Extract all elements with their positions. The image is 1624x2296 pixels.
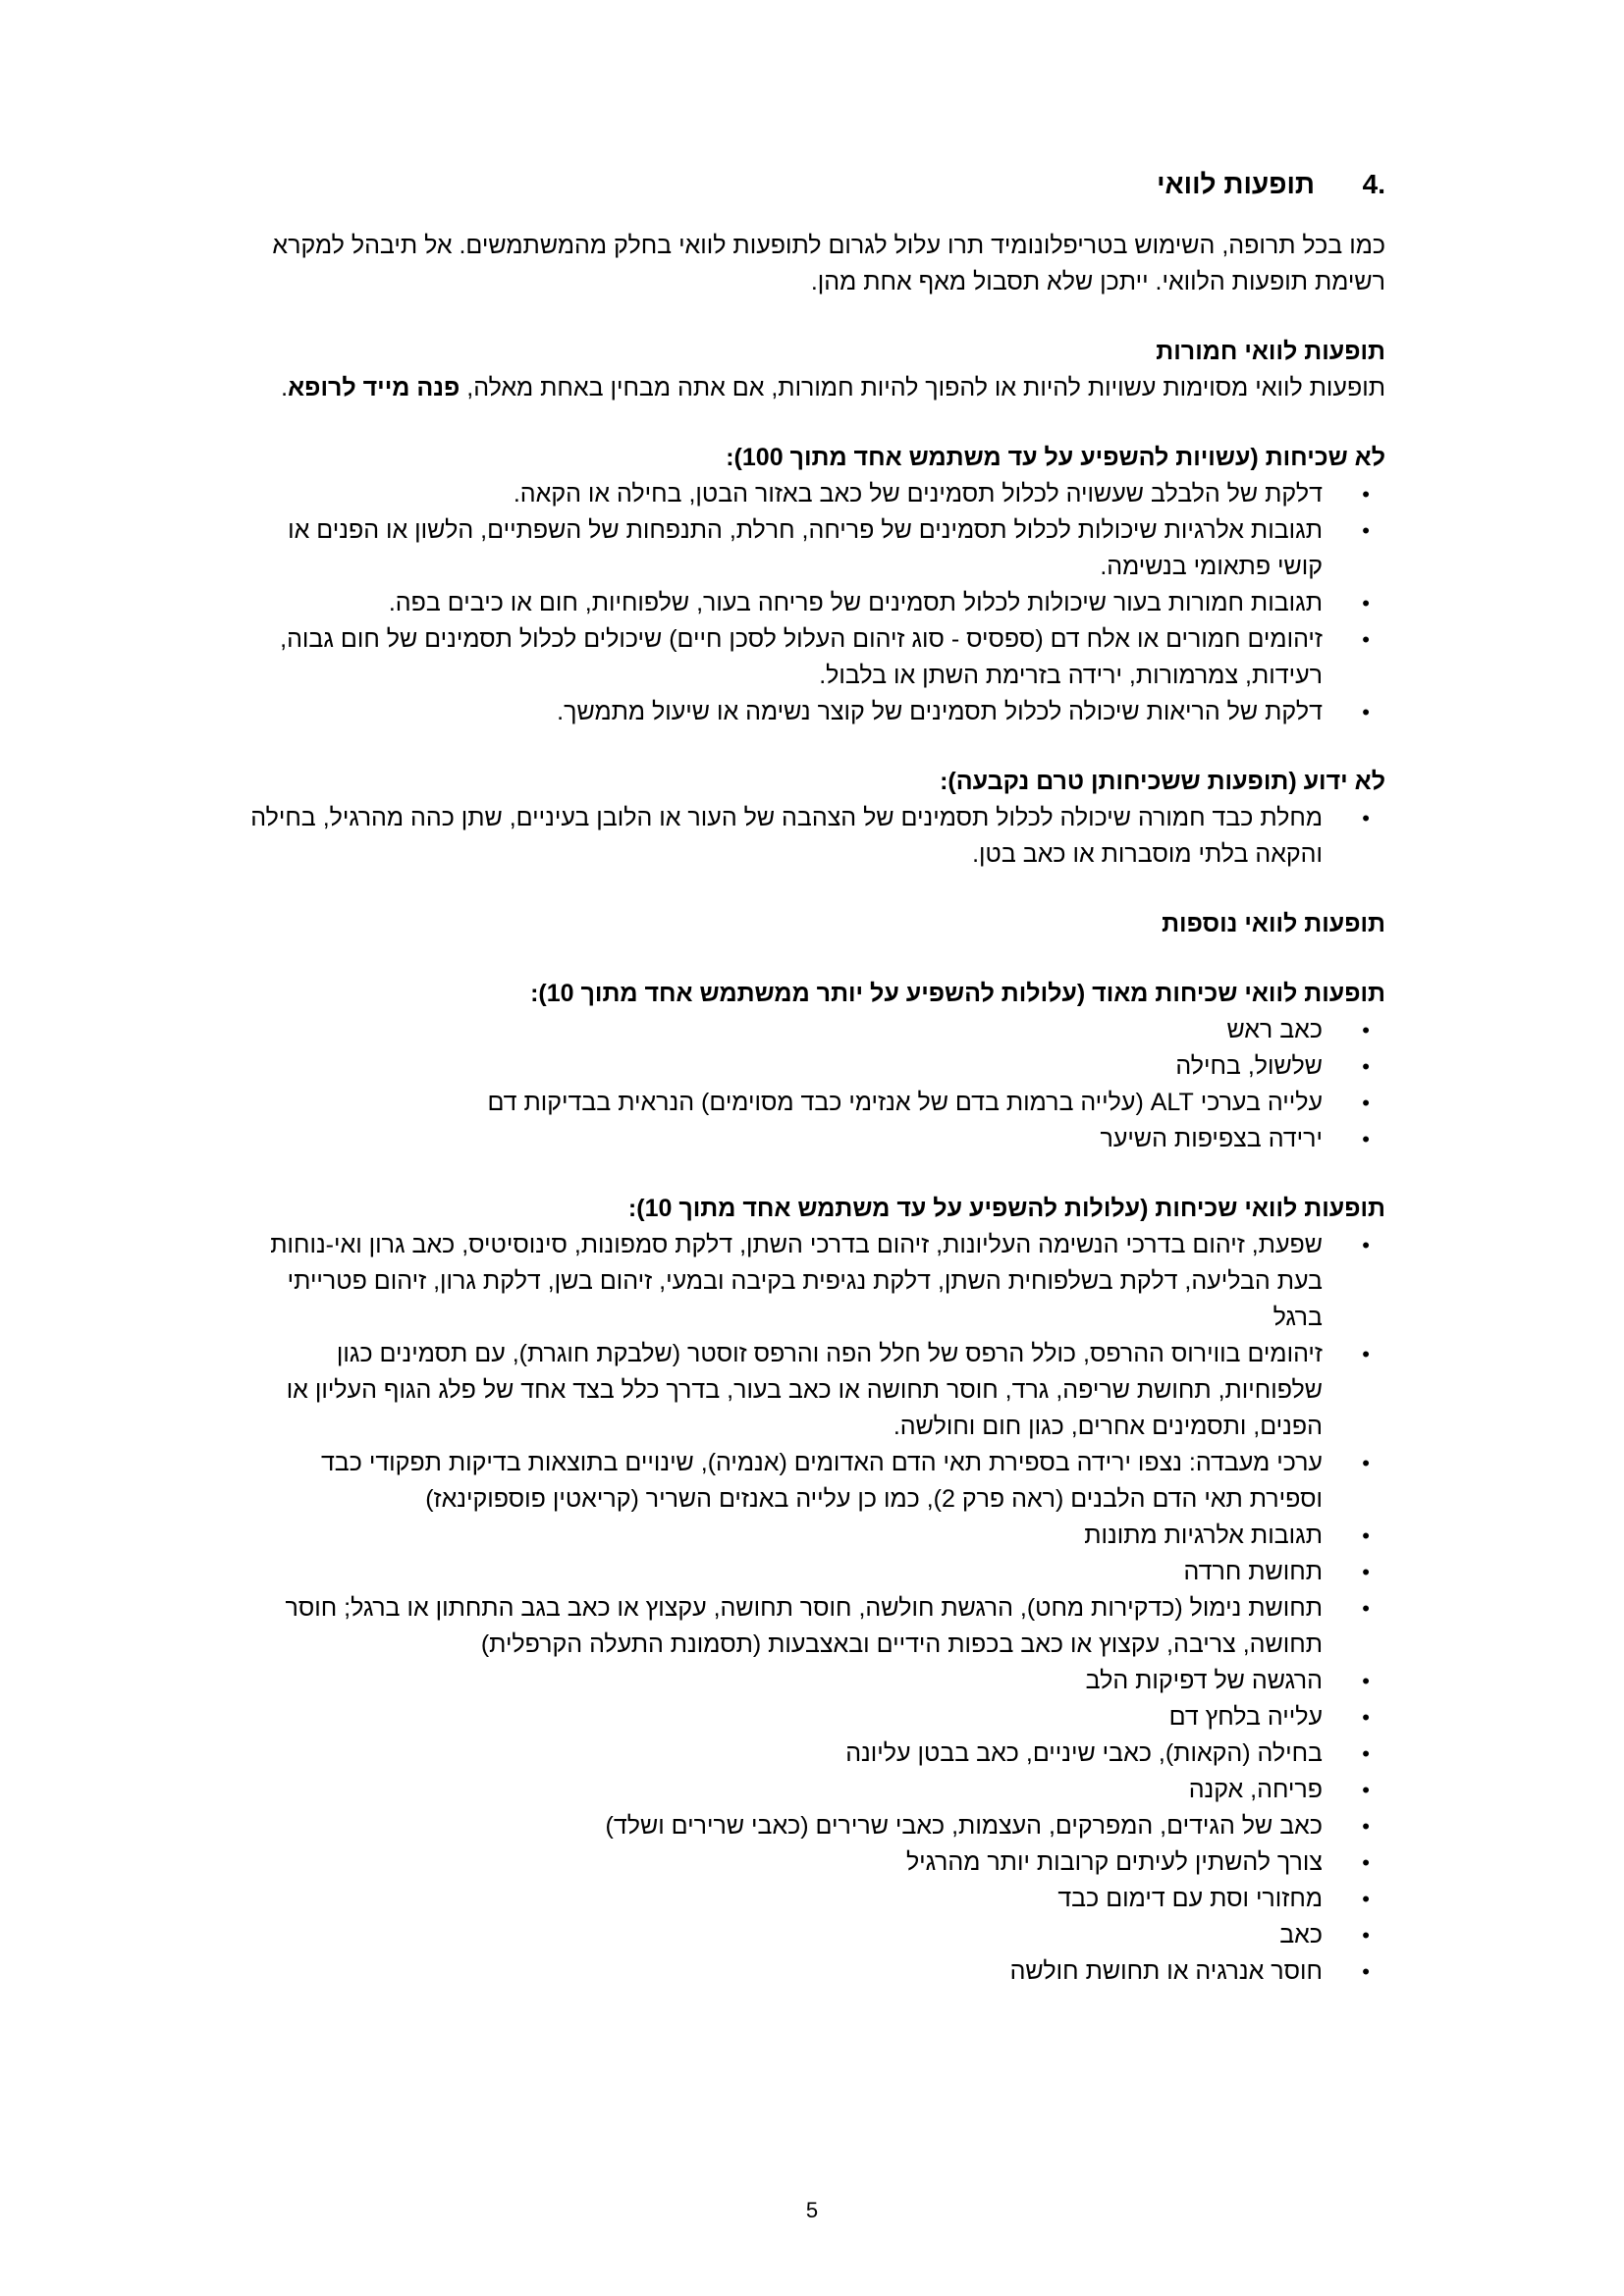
list-item xyxy=(246,694,1385,730)
serious-text-end: . xyxy=(281,374,289,401)
serious-paragraph xyxy=(246,370,1385,406)
additional-section xyxy=(246,906,1385,942)
section-number: 4. xyxy=(1362,169,1385,199)
unknown-section xyxy=(246,764,1385,873)
list-item xyxy=(246,1554,1385,1590)
bullet-icon: • xyxy=(1362,1342,1370,1366)
bullet-icon: • xyxy=(1362,1959,1370,1984)
intro-paragraph: כמו בכל תרופה, השימוש בטריפלונומיד תרו עלול לגרום לתופעות לוואי בחלק מהמשתמשים. אל תיבהל למקרא רשימת תופעות הלוואי. ייתכן שלא תסבול מאף אחת מהן. xyxy=(272,232,1385,295)
bullet-icon: • xyxy=(1362,482,1370,507)
list-item-text: הרגשה של דפיקות הלב xyxy=(1085,1667,1323,1694)
list-item-text: דלקת של הריאות שיכולה לכלול תסמינים של קוצר נשימה או שיעול מתמשך. xyxy=(557,698,1323,725)
list-item xyxy=(246,1881,1385,1917)
additional-heading: תופעות לוואי נוספות xyxy=(1162,910,1385,937)
list-item xyxy=(246,1953,1385,1990)
list-item-text: כאב xyxy=(1279,1921,1323,1949)
list-item-text: כאב ראש xyxy=(1226,1016,1323,1043)
list-item xyxy=(246,1048,1385,1085)
bullet-icon: • xyxy=(1362,1778,1370,1802)
list-item-text: עלייה בלחץ דם xyxy=(1168,1703,1323,1731)
list-item xyxy=(246,621,1385,694)
bullet-icon: • xyxy=(1362,518,1370,543)
section-title: תופעות לוואי xyxy=(1157,169,1315,199)
bullet-icon: • xyxy=(1362,1705,1370,1730)
list-item-text: מחזורי וסת עם דימום כבד xyxy=(1057,1885,1323,1912)
list-item xyxy=(246,476,1385,512)
list-item-text: תגובות אלרגיות מתונות xyxy=(1084,1522,1323,1549)
bullet-icon: • xyxy=(1362,700,1370,724)
very-common-heading: תופעות לוואי שכיחות מאוד (עלולות להשפיע על יותר ממשתמש אחד מתוך 10): xyxy=(530,980,1385,1007)
bullet-icon: • xyxy=(1362,1741,1370,1766)
page-number: 5 xyxy=(805,2198,819,2222)
list-item xyxy=(246,1121,1385,1157)
bullet-icon: • xyxy=(1362,1596,1370,1621)
uncommon-list xyxy=(246,476,1385,730)
bullet-icon: • xyxy=(1362,1850,1370,1875)
bullet-icon: • xyxy=(1362,1814,1370,1839)
list-item-text: תגובות חמורות בעור שיכולות לכלול תסמינים של פריחה בעור, שלפוחיות, חום או כיבים בפה. xyxy=(388,589,1323,616)
list-item-text: זיהומים חמורים או אלח דם (ספסיס - סוג זיהום העלול לסכן חיים) שיכולים לכלול תסמינים של חום גבוה, רעידות, צמרמורות, ירידה בזרימת השתן או בלבול. xyxy=(280,625,1323,689)
bullet-icon: • xyxy=(1362,591,1370,615)
list-item-text: חוסר אנרגיה או תחושת חולשה xyxy=(1009,1957,1323,1985)
bullet-icon: • xyxy=(1362,1018,1370,1042)
list-item xyxy=(246,1735,1385,1772)
list-item-text: ירידה בצפיפות השיער xyxy=(1100,1125,1323,1152)
bullet-icon: • xyxy=(1362,1560,1370,1584)
list-item xyxy=(246,1808,1385,1844)
list-item xyxy=(246,1012,1385,1048)
list-item xyxy=(246,512,1385,585)
list-item xyxy=(246,1336,1385,1445)
list-item-text: צורך להשתין לעיתים קרובות יותר מהרגיל xyxy=(905,1848,1323,1876)
common-list xyxy=(246,1227,1385,1990)
serious-heading: תופעות לוואי חמורות xyxy=(1156,338,1385,365)
list-item-text: מחלת כבד חמורה שיכולה לכלול תסמינים של הצהבה של העור או הלובן בעיניים, שתן כהה מהרגיל, בחילה והקאה בלתי מוסברות או כאב בטן. xyxy=(250,804,1323,868)
list-item xyxy=(246,1699,1385,1735)
list-item-text: תגובות אלרגיות שיכולות לכלול תסמינים של פריחה, חרלת, התנפחות של השפתיים, הלשון או הפנים או קושי פתאומי בנשימה. xyxy=(288,516,1323,580)
uncommon-heading: לא שכיחות (עשויות להשפיע על עד משתמש אחד מתוך 100): xyxy=(726,444,1385,471)
bullet-icon: • xyxy=(1362,1127,1370,1151)
common-section xyxy=(246,1191,1385,1990)
list-item xyxy=(246,585,1385,621)
page-content xyxy=(246,165,1385,1990)
list-item xyxy=(246,1772,1385,1808)
list-item-text: שפעת, זיהום בדרכי הנשימה העליונות, זיהום בדרכי השתן, דלקת סמפונות, סינוסיטיס, כאב גרון ואי-נוחות בעת הבליעה, דלקת בשלפוחית השתן, דלקת נגיפית בקיבה ובמעי, זיהום בשן, דלקת גרון, זיהום פטרייתי ברגל xyxy=(270,1231,1323,1331)
serious-text-bold: פנה מייד לרופא xyxy=(288,374,460,401)
list-item-text: דלקת של הלבלב שעשויה לכלול תסמינים של כאב באזור הבטן, בחילה או הקאה. xyxy=(513,480,1323,507)
list-item-text: כאב של הגידים, המפרקים, העצמות, כאבי שרירים (כאבי שרירים ושלד) xyxy=(605,1812,1323,1840)
uncommon-section xyxy=(246,440,1385,730)
common-heading: תופעות לוואי שכיחות (עלולות להשפיע על עד משתמש אחד מתוך 10): xyxy=(627,1195,1385,1222)
list-item xyxy=(246,1518,1385,1554)
list-item-text: זיהומים בווירוס ההרפס, כולל הרפס של חלל הפה והרפס זוסטר (שלבקת חוגרת), עם תסמינים כגון שלפוחיות, תחושת שריפה, גרד, חוסר תחושה או כאב בעור, בדרך כלל בצד אחד של פלג הגוף העליון או הפנים, ותסמינים אחרים, כגון חום וחולשה. xyxy=(286,1340,1323,1440)
list-item-text: פריחה, אקנה xyxy=(1188,1776,1323,1803)
very-common-list xyxy=(246,1012,1385,1157)
bullet-icon: • xyxy=(1362,1923,1370,1948)
list-item-text: ערכי מעבדה: נצפו ירידה בספירת תאי הדם האדומים (אנמיה), שינויים בתוצאות בדיקות תפקודי כבד וספירת תאי הדם הלבנים (ראה פרק 2), כמו כן עלייה באנזים השריר (קריאטין פוספוקינאז) xyxy=(320,1449,1323,1513)
list-item xyxy=(246,1085,1385,1121)
list-item xyxy=(246,1445,1385,1518)
bullet-icon: • xyxy=(1362,1669,1370,1693)
bullet-icon: • xyxy=(1362,806,1370,830)
bullet-icon: • xyxy=(1362,1523,1370,1548)
bullet-icon: • xyxy=(1362,1233,1370,1257)
serious-section xyxy=(246,334,1385,406)
list-item xyxy=(246,800,1385,873)
list-item-text: עלייה בערכי ALT (עלייה ברמות בדם של אנזימי כבד מסוימים) הנראית בבדיקות דם xyxy=(487,1089,1323,1116)
bullet-icon: • xyxy=(1362,1054,1370,1079)
unknown-heading: לא ידוע (תופעות ששכיחותן טרם נקבעה): xyxy=(940,768,1385,795)
list-item-text: שלשול, בחילה xyxy=(1175,1052,1323,1080)
bullet-icon: • xyxy=(1362,1091,1370,1115)
very-common-section xyxy=(246,976,1385,1157)
list-item-text: תחושת חרדה xyxy=(1183,1558,1323,1585)
list-item-text: בחילה (הקאות), כאבי שיניים, כאב בבטן עליונה xyxy=(845,1739,1323,1767)
bullet-icon: • xyxy=(1362,1887,1370,1911)
section-heading xyxy=(246,165,1385,204)
bullet-icon: • xyxy=(1362,627,1370,652)
list-item xyxy=(246,1844,1385,1881)
list-item xyxy=(246,1590,1385,1663)
unknown-list xyxy=(246,800,1385,873)
serious-text: תופעות לוואי מסוימות עשויות להיות או להפוך להיות חמורות, אם אתה מבחין באחת מאלה, xyxy=(460,374,1385,401)
list-item-text: תחושת נימול (כדקירות מחט), הרגשת חולשה, חוסר תחושה, עקצוץ או כאב בגב התחתון או ברגל; חוסר תחושה, צריבה, עקצוץ או כאב בכפות הידיים ובאצבעות (תסמונת התעלה הקרפלית) xyxy=(285,1594,1323,1658)
bullet-icon: • xyxy=(1362,1451,1370,1475)
list-item xyxy=(246,1663,1385,1699)
list-item xyxy=(246,1917,1385,1953)
list-item xyxy=(246,1227,1385,1336)
